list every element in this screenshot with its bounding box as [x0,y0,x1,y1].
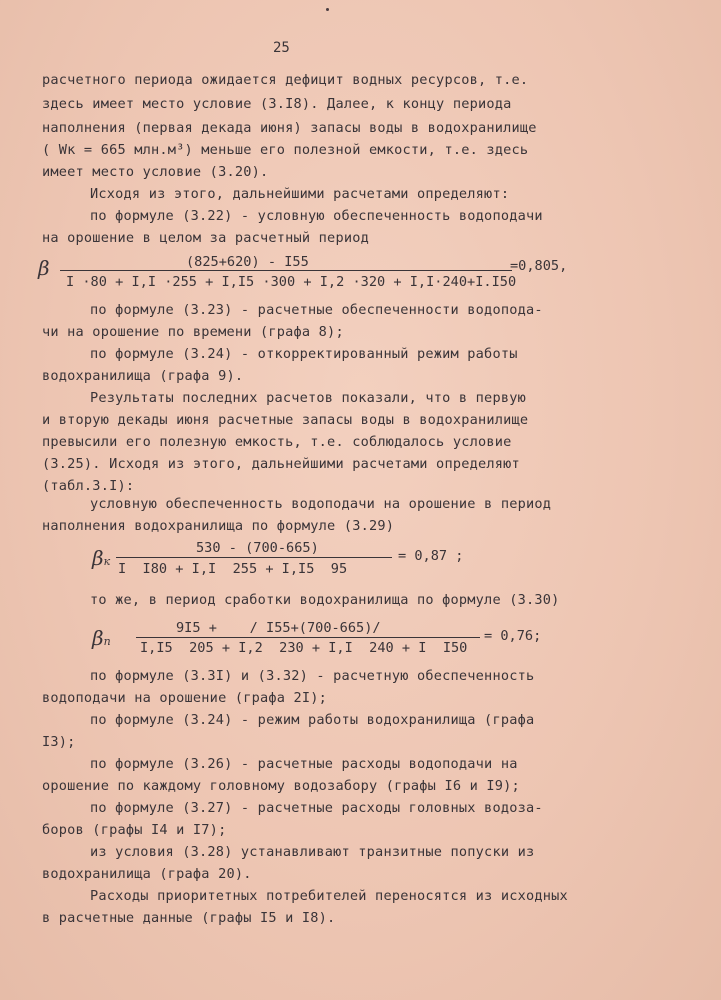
formula-denominator: I I80 + I,I 255 + I,I5 95 [118,561,348,577]
formula-denominator: I ·80 + I,I ·255 + I,I5 ·300 + I,2 ·320 + I,I·240+I.I50 [66,274,517,290]
text-line: ( Wк = 665 млн.м³) меньше его полезной емкости, т.е. здесь [42,142,529,158]
text-line: по формуле (3.24) - режим работы водохранилища (графа [90,712,535,728]
formula-result: = 0,87 ; [398,548,464,564]
text-line: водохранилища (графа 9). [42,368,244,384]
formula-subscript: п [103,635,111,648]
text-line: по формуле (3.24) - откорректированный режим работы [90,346,518,362]
text-line: водоподачи на орошение (графа 2I); [42,690,328,706]
text-line: боров (графы I4 и I7); [42,822,227,838]
text-line: в расчетные данные (графы I5 и I8). [42,910,336,926]
fraction-bar [116,557,392,558]
formula-denominator: I,I5 205 + I,2 230 + I,I 240 + I I50 [140,640,468,656]
text-line: водохранилища (графа 20). [42,866,252,882]
formula-symbol: βп [92,626,111,650]
formula-result: =0,805, [510,258,568,274]
text-line: условную обеспеченность водоподачи на орошение в период [90,496,552,512]
text-line: орошение по каждому головному водозабору (графы I6 и I9); [42,778,520,794]
formula-symbol: β [38,256,50,280]
text-line: Расходы приоритетных потребителей переносятся из исходных [90,888,568,904]
text-line: по формуле (3.3I) и (3.32) - расчетную обеспеченность [90,668,535,684]
formula-numerator: 9I5 + / I55+(700-665)/ [176,620,381,636]
text-line: на орошение в целом за расчетный период [42,230,369,246]
text-line: по формуле (3.27) - расчетные расходы головных водоза- [90,800,543,816]
fraction-bar [136,637,480,638]
text-line: то же, в период сработки водохранилища по формуле (3.30) [90,592,560,608]
text-line: по формуле (3.22) - условную обеспеченность водоподачи [90,208,543,224]
page-number: 25 [273,40,290,56]
text-line: превысили его полезную емкость, т.е. соблюдалось условие [42,434,512,450]
text-line: чи на орошение по времени (графа 8); [42,324,344,340]
formula-symbol: βк [92,546,111,570]
text-line: расчетного периода ожидается дефицит водных ресурсов, т.е. [42,72,529,88]
formula-numerator: (825+620) - I55 [186,254,309,270]
text-line: Исходя из этого, дальнейшими расчетами определяют: [90,186,510,202]
formula-result: = 0,76; [484,628,542,644]
formula-numerator: 530 - (700-665) [196,540,319,556]
text-line: и вторую декады июня расчетные запасы воды в водохранилище [42,412,529,428]
text-line: по формуле (3.26) - расчетные расходы водоподачи на [90,756,518,772]
text-line: имеет место условие (3.20). [42,164,269,180]
text-line: I3); [42,734,76,750]
text-line: наполнения (первая декада июня) запасы воды в водохранилище [42,120,537,136]
paper-speck [326,8,329,11]
text-line: здесь имеет место условие (3.I8). Далее, к концу периода [42,96,512,112]
text-line: Результаты последних расчетов показали, что в первую [90,390,526,406]
text-line: по формуле (3.23) - расчетные обеспеченности водопода- [90,302,543,318]
fraction-bar [60,270,512,271]
text-line: (3.25). Исходя из этого, дальнейшими расчетами определяют [42,456,520,472]
text-line: из условия (3.28) устанавливают транзитные попуски из [90,844,535,860]
text-line: наполнения водохранилища по формуле (3.29) [42,518,395,534]
formula-subscript: к [103,555,111,568]
text-line: (табл.3.I): [42,478,135,494]
